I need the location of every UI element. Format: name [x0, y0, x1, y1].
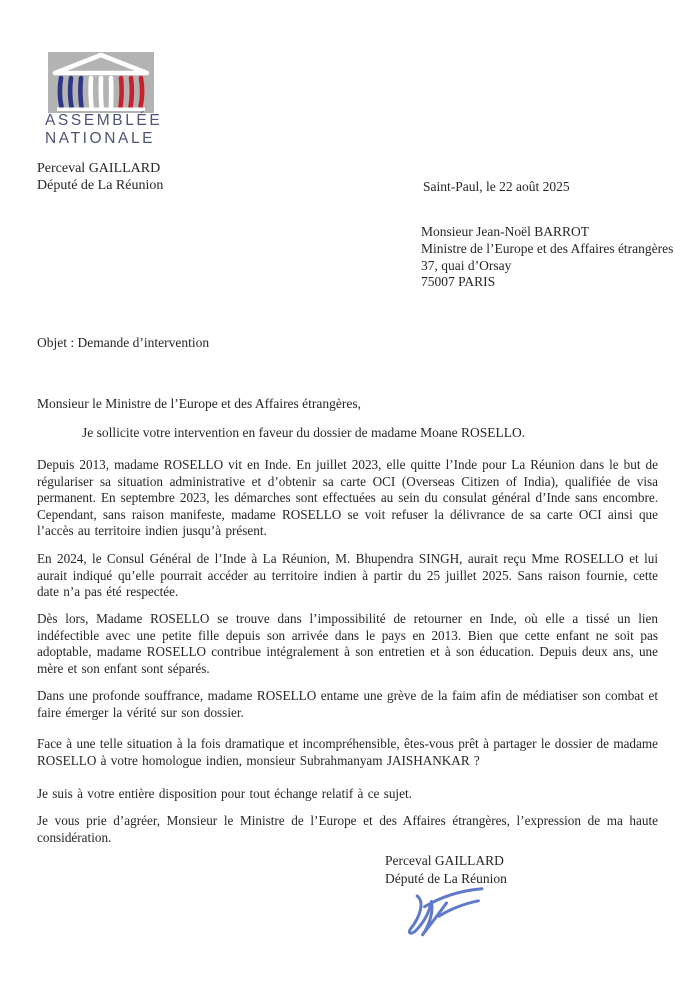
logo-base: [57, 108, 145, 112]
body-paragraph: En 2024, le Consul Général de l’Inde à La Réunion, M. Bhupendra SINGH, aurait reçu Mme ROSELLO et lui aurait indiqué qu’elle pourrait accéder au territoire indien à partir du 25 juillet 2025. Sans raison fournie, cette date n’a pas été respectée.: [37, 551, 658, 600]
recipient-line: 75007 PARIS: [421, 274, 496, 290]
body-paragraph: Depuis 2013, madame ROSELLO vit en Inde. En juillet 2023, elle quitte l’Inde pour La Réunion dans le but de régulariser sa situation administrative et d’obtenir sa carte OCI (Overseas Citizen of India), qualifiée de visa permanent. En septembre 2023, les démarches sont effectuées au sein du consulat général d’Inde sans encombre. Cependant, sans raison manifeste, madame ROSELLO se voit refuser la délivrance de sa carte OCI ainsi que l’accès au territoire indien jusqu’à présent.: [37, 457, 658, 539]
logo-building-icon: [48, 52, 154, 113]
subject-line: Objet : Demande d’intervention: [37, 335, 210, 350]
body-paragraph: Face à une telle situation à la fois dramatique et incompréhensible, êtes-vous prêt à partager le dossier de madame ROSELLO à votre homologue indien, monsieur Subrahmanyam JAISHANKAR ?: [37, 736, 658, 768]
intro-paragraph: Je sollicite votre intervention en faveur du dossier de madame Moane ROSELLO.: [82, 425, 526, 440]
signature-ink-icon: [397, 885, 494, 946]
sender-title: Député de La Réunion: [37, 178, 164, 193]
body-paragraph: Je suis à votre entière disposition pour tout échange relatif à ce sujet.: [37, 786, 412, 801]
body-paragraph: Dans une profonde souffrance, madame ROSELLO entame une grève de la faim afin de médiatiser son combat et faire émerger la vérité sur son dossier.: [37, 688, 658, 720]
signature-name: Perceval GAILLARD: [385, 853, 504, 868]
recipient-block: [421, 224, 673, 291]
sender-name: Perceval GAILLARD: [37, 161, 161, 176]
sender-block: [37, 160, 163, 194]
recipient-line: Ministre de l’Europe et des Affaires étrangères: [421, 240, 674, 256]
logo-wordmark-line1: ASSEMBLÉE: [45, 112, 163, 129]
salutation: Monsieur le Ministre de l’Europe et des Affaires étrangères,: [37, 396, 362, 411]
logo-wordmark: [45, 112, 165, 147]
assemblee-nationale-logo: [48, 52, 154, 113]
closing-paragraph: Je vous prie d’agréer, Monsieur le Ministre de l’Europe et des Affaires étrangères, l’expression de ma haute considération.: [37, 813, 658, 845]
body-paragraph: Dès lors, Madame ROSELLO se trouve dans l’impossibilité de retourner en Inde, où elle a tissé un lien indéfectible avec une petite fille depuis son arrivée dans le pays en 2013. Bien que cette enfant ne soit pas adoptable, madame ROSELLO contribue intégralement à son entretien et à son éducation. Depuis deux ans, une mère et son enfant sont séparés.: [37, 611, 658, 676]
recipient-line: Monsieur Jean-Noël BARROT: [421, 224, 589, 239]
logo-wordmark-line2: NATIONALE: [45, 129, 156, 147]
recipient-line: 37, quai d’Orsay: [421, 257, 512, 273]
handwritten-signature: [397, 885, 494, 951]
signature-title: Député de La Réunion: [385, 870, 507, 886]
signature-block: [385, 852, 507, 887]
dateline: Saint-Paul, le 22 août 2025: [423, 179, 570, 194]
